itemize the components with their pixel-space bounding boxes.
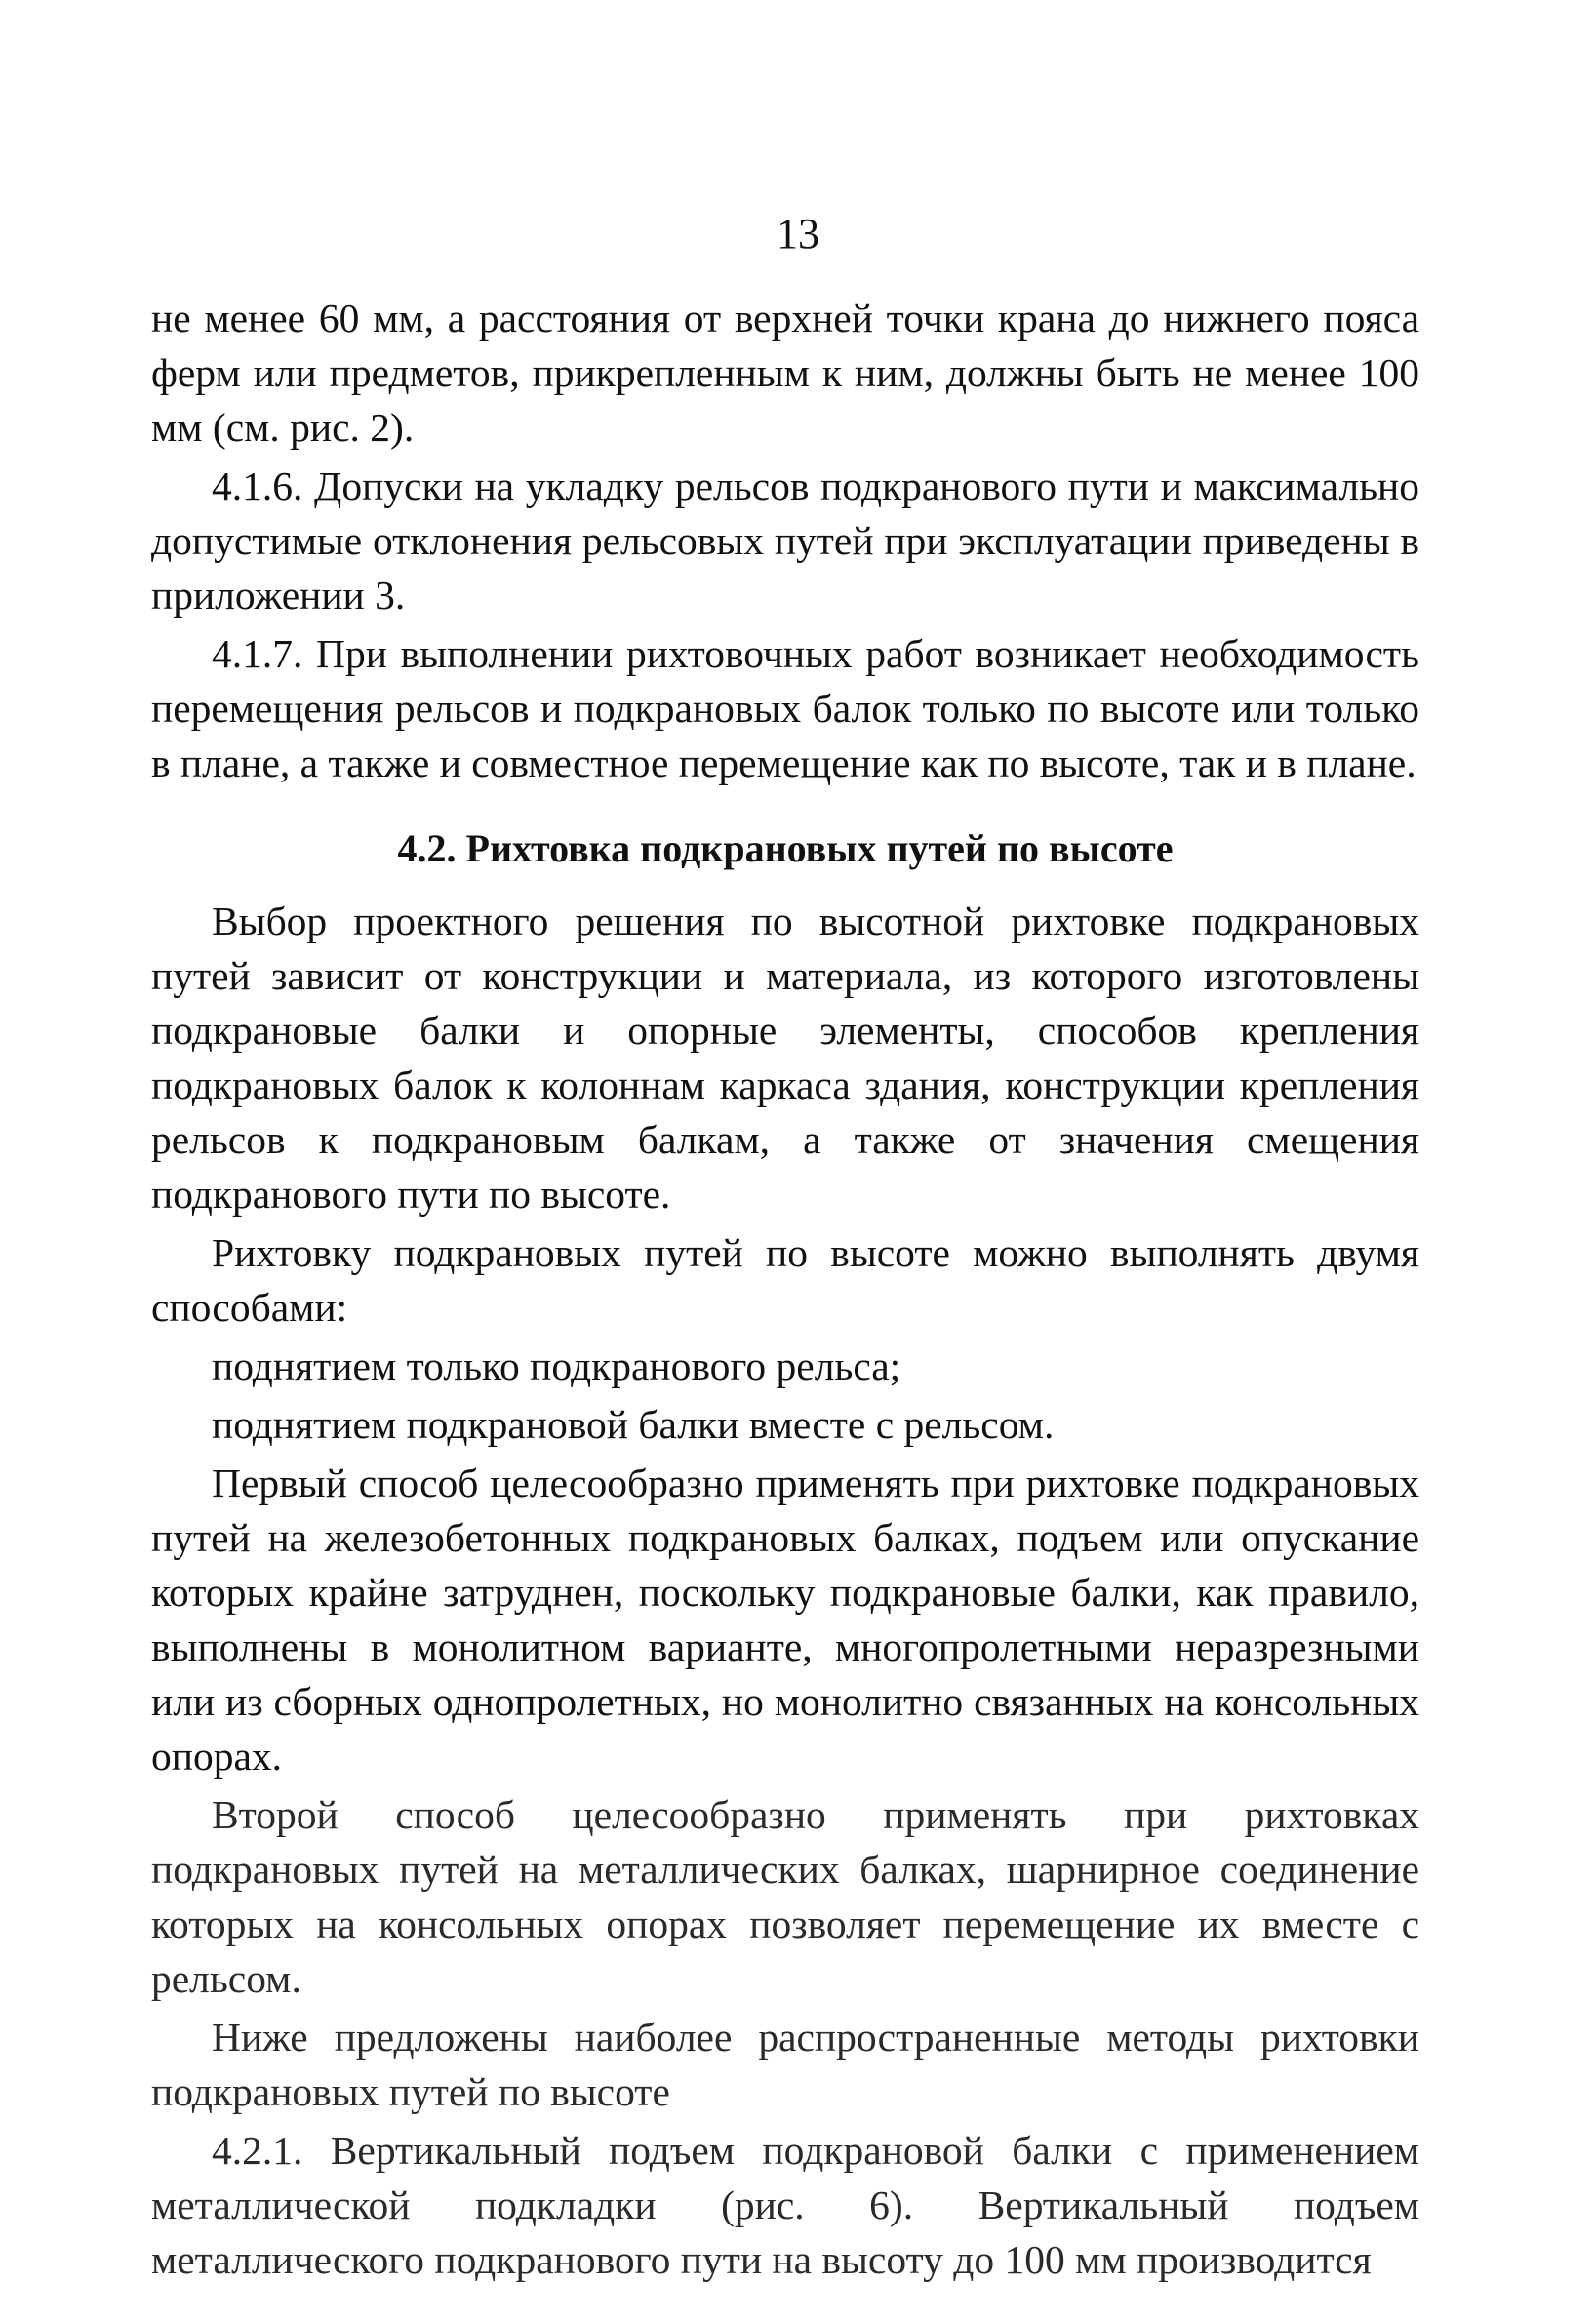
paragraph-4-1-7: 4.1.7. При выполнении рихтовочных работ возникает необходимость перемещения рельсов и подкрановых балок только по высоте или только в плане, а также и совместное перемещение как по высоте, так и в плане.	[151, 631, 1419, 785]
list-item-raise-rail: поднятием только подкранового рельса;	[212, 1343, 901, 1388]
paragraph-4-2-1: 4.2.1. Вертикальный подъем подкрановой балки с применением металлической подкладки (рис. 6). Вертикальный подъем металлического подкранового пути на высоту до 100 мм производится	[151, 2128, 1419, 2282]
section-heading-4-2: 4.2. Рихтовка подкрановых путей по высоте	[397, 826, 1174, 870]
paragraph-continuation: не менее 60 мм, а расстояния от верхней точки крана до нижнего пояса ферм или предметов, прикрепленным к ним, должны быть не менее 100 мм (см. рис. 2).	[151, 296, 1419, 450]
paragraph-first-method: Первый способ целесообразно применять при рихтовке подкрановых путей на железобетонных подкрановых балках, подъем или опускание которых крайне затруднен, поскольку подкрановые балки, как правило, выполнены в монолитном варианте, многопролетными неразрезными или из сборных однопролетных, но монолитно связанных на консольных опорах.	[151, 1461, 1419, 1779]
paragraph-second-method: Второй способ целесообразно применять при рихтовках подкрановых путей на металлических балках, шарнирное соединение которых на консольных опорах позволяет перемещение их вместе с рельсом.	[151, 1792, 1419, 2001]
page-body	[151, 291, 1419, 2291]
paragraph-4-1-6: 4.1.6. Допуски на укладку рельсов подкранового пути и максимально допустимые отклонения рельсовых путей при эксплуатации приведены в приложении 3.	[151, 463, 1419, 618]
paragraph-two-methods: Рихтовку подкрановых путей по высоте можно выполнять двумя способами:	[151, 1230, 1419, 1330]
list-item-raise-beam: поднятием подкрановой балки вместе с рельсом.	[212, 1402, 1055, 1447]
paragraph-methods-intro: Ниже предложены наиболее распространенные методы рихтовки подкрановых путей по высоте	[151, 2015, 1419, 2114]
paragraph-design-choice: Выбор проектного решения по высотной рихтовке подкрановых путей зависит от конструкции и материала, из которого изготовлены подкрановые балки и опорные элементы, способов крепления подкрановых балок к колоннам каркаса здания, конструкции крепления рельсов к подкрановым балкам, а также от значения смещения подкранового пути по высоте.	[151, 899, 1419, 1217]
page-number: 13	[777, 210, 819, 258]
